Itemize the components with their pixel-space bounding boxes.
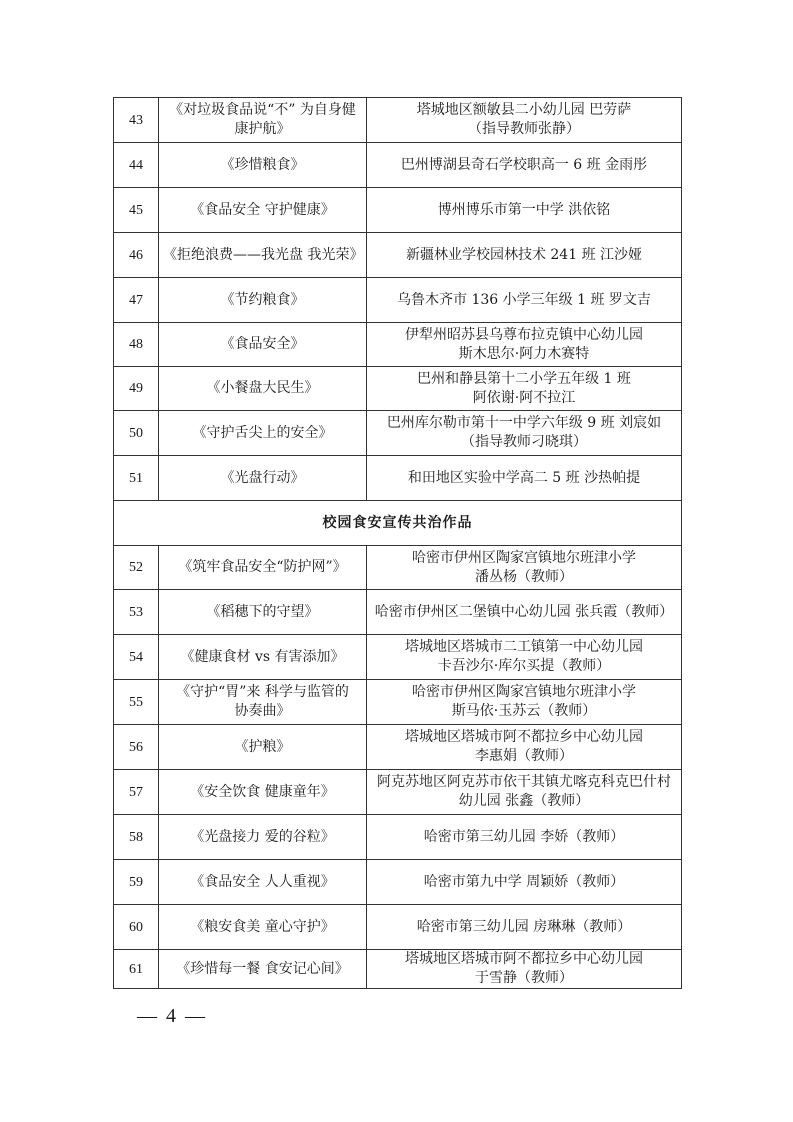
table-row bbox=[114, 905, 682, 950]
work-title: 《粮安食美 童心守护》 bbox=[159, 905, 367, 950]
author-info: 阿克苏地区阿克苏市依干其镇尤喀克科克巴什村 幼儿园 张鑫（教师） bbox=[367, 770, 682, 815]
work-title: 《珍惜每一餐 食安记心间》 bbox=[159, 950, 367, 989]
work-title: 《光盘接力 爱的谷粒》 bbox=[159, 815, 367, 860]
table-row bbox=[114, 860, 682, 905]
table-row bbox=[114, 770, 682, 815]
author-info: 巴州和静县第十二小学五年级 1 班 阿依谢·阿不拉江 bbox=[367, 367, 682, 411]
author-info: 塔城地区塔城市阿不都拉乡中心幼儿园 于雪静（教师） bbox=[367, 950, 682, 989]
entry-number: 46 bbox=[114, 233, 159, 278]
author-info: 巴州博湖县奇石学校职高一 6 班 金雨彤 bbox=[367, 143, 682, 188]
work-title: 《护粮》 bbox=[159, 725, 367, 770]
work-title: 《小餐盘大民生》 bbox=[159, 367, 367, 411]
entry-number: 48 bbox=[114, 323, 159, 367]
author-info: 塔城地区塔城市阿不都拉乡中心幼儿园 李惠娟（教师） bbox=[367, 725, 682, 770]
work-title: 《珍惜粮食》 bbox=[159, 143, 367, 188]
entry-number: 58 bbox=[114, 815, 159, 860]
entry-number: 57 bbox=[114, 770, 159, 815]
table-row bbox=[114, 456, 682, 501]
entry-number: 61 bbox=[114, 950, 159, 989]
entry-number: 54 bbox=[114, 635, 159, 680]
table-row bbox=[114, 590, 682, 635]
work-title: 《安全饮食 健康童年》 bbox=[159, 770, 367, 815]
entry-number: 55 bbox=[114, 680, 159, 725]
author-info: 哈密市第三幼儿园 李娇（教师） bbox=[367, 815, 682, 860]
work-title: 《食品安全 守护健康》 bbox=[159, 188, 367, 233]
entry-number: 59 bbox=[114, 860, 159, 905]
table-row bbox=[114, 546, 682, 590]
table-row bbox=[114, 725, 682, 770]
entry-number: 60 bbox=[114, 905, 159, 950]
table-row bbox=[114, 950, 682, 989]
table-row bbox=[114, 233, 682, 278]
entry-number: 47 bbox=[114, 278, 159, 323]
author-info: 哈密市伊州区陶家宫镇地尔班津小学 潘丛杨（教师） bbox=[367, 546, 682, 590]
work-title: 《筑牢食品安全“防护网”》 bbox=[159, 546, 367, 590]
author-info: 哈密市第三幼儿园 房琳琳（教师） bbox=[367, 905, 682, 950]
entry-number: 45 bbox=[114, 188, 159, 233]
awards-table bbox=[113, 97, 682, 989]
author-info: 巴州库尔勒市第十一中学六年级 9 班 刘宸如 （指导教师刁晓琪） bbox=[367, 411, 682, 456]
author-info: 伊犁州昭苏县乌尊布拉克镇中心幼儿园 斯木思尔·阿力木赛特 bbox=[367, 323, 682, 367]
author-info: 哈密市第九中学 周颖娇（教师） bbox=[367, 860, 682, 905]
work-title: 《健康食材 vs 有害添加》 bbox=[159, 635, 367, 680]
page-number: — 4 — bbox=[137, 1005, 207, 1027]
entry-number: 43 bbox=[114, 98, 159, 143]
work-title: 《食品安全》 bbox=[159, 323, 367, 367]
author-info: 哈密市伊州区陶家宫镇地尔班津小学 斯马依·玉苏云（教师） bbox=[367, 680, 682, 725]
table-row bbox=[114, 98, 682, 143]
table-row bbox=[114, 323, 682, 367]
work-title: 《拒绝浪费——我光盘 我光荣》 bbox=[159, 233, 367, 278]
author-info: 博州博乐市第一中学 洪依铭 bbox=[367, 188, 682, 233]
author-info: 哈密市伊州区二堡镇中心幼儿园 张兵霞（教师） bbox=[367, 590, 682, 635]
entry-number: 44 bbox=[114, 143, 159, 188]
table-row bbox=[114, 278, 682, 323]
work-title: 《对垃圾食品说“不” 为自身健 康护航》 bbox=[159, 98, 367, 143]
entry-number: 53 bbox=[114, 590, 159, 635]
section-row bbox=[114, 501, 682, 546]
work-title: 《守护舌尖上的安全》 bbox=[159, 411, 367, 456]
author-info: 新疆林业学校园林技术 241 班 江沙娅 bbox=[367, 233, 682, 278]
author-info: 塔城地区额敏县二小幼儿园 巴劳萨 （指导教师张静） bbox=[367, 98, 682, 143]
work-title: 《守护“胃”来 科学与监管的 协奏曲》 bbox=[159, 680, 367, 725]
table-row bbox=[114, 143, 682, 188]
entry-number: 51 bbox=[114, 456, 159, 501]
entry-number: 49 bbox=[114, 367, 159, 411]
table-row bbox=[114, 411, 682, 456]
table-row bbox=[114, 815, 682, 860]
work-title: 《光盘行动》 bbox=[159, 456, 367, 501]
table-row bbox=[114, 635, 682, 680]
entry-number: 56 bbox=[114, 725, 159, 770]
section-heading: 校园食安宣传共治作品 bbox=[114, 501, 682, 546]
author-info: 乌鲁木齐市 136 小学三年级 1 班 罗文吉 bbox=[367, 278, 682, 323]
table-row bbox=[114, 367, 682, 411]
table-row bbox=[114, 188, 682, 233]
work-title: 《节约粮食》 bbox=[159, 278, 367, 323]
author-info: 和田地区实验中学高二 5 班 沙热帕提 bbox=[367, 456, 682, 501]
author-info: 塔城地区塔城市二工镇第一中心幼儿园 卡吾沙尔·库尔买提（教师） bbox=[367, 635, 682, 680]
work-title: 《稻穗下的守望》 bbox=[159, 590, 367, 635]
work-title: 《食品安全 人人重视》 bbox=[159, 860, 367, 905]
table-row bbox=[114, 680, 682, 725]
entry-number: 50 bbox=[114, 411, 159, 456]
entry-number: 52 bbox=[114, 546, 159, 590]
